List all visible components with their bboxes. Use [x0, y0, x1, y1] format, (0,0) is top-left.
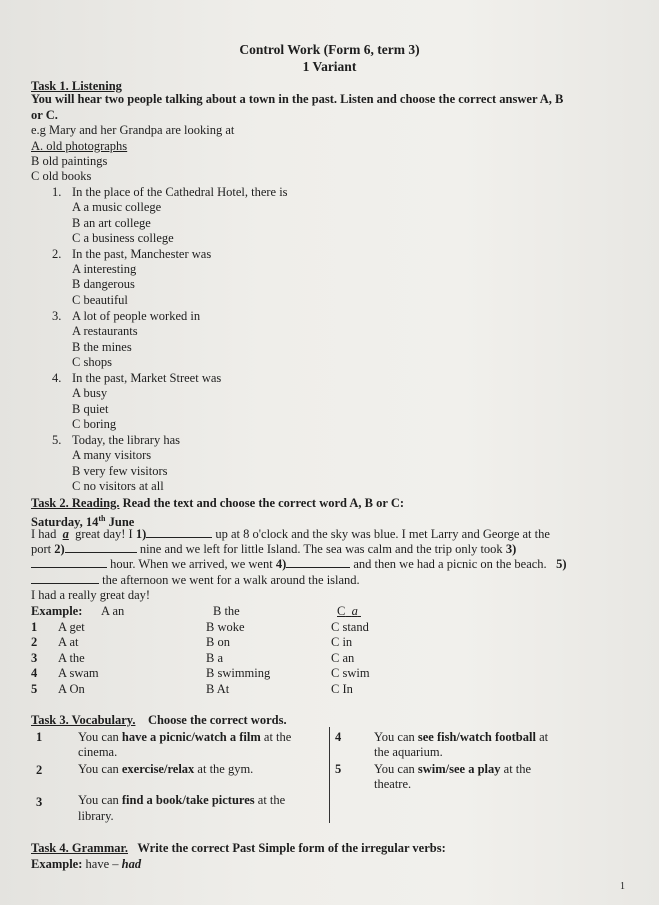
- example-label: Example:: [31, 604, 83, 618]
- task1-example-question: e.g Mary and her Grandpa are looking at: [31, 123, 235, 137]
- text-line-1: I had a great day! I 1) up at 8 o'clock and the sky was blue. I met Larry and George at the: [31, 527, 550, 541]
- vocab-1-number: 1: [36, 730, 43, 744]
- q3-option-a: A restaurants: [72, 324, 138, 338]
- page-title: Control Work (Form 6, term 3): [239, 42, 420, 57]
- example-option-c: C a: [337, 604, 358, 618]
- q4-text: In the past, Market Street was: [72, 371, 222, 385]
- vocab-1-sentence: You can have a picnic/watch a film at the: [78, 730, 292, 744]
- row-5-option-c[interactable]: C In: [331, 682, 353, 696]
- task2-heading-line: [31, 496, 404, 510]
- row-3-option-a[interactable]: A the: [58, 651, 85, 665]
- row-5-option-a[interactable]: A On: [58, 682, 85, 696]
- row-1-option-a[interactable]: A get: [58, 620, 85, 634]
- q5-option-b: B very few visitors: [72, 464, 168, 478]
- row-4-option-a[interactable]: A swam: [58, 666, 99, 680]
- row-2-number: 2: [31, 635, 38, 649]
- row-2-option-b[interactable]: B on: [206, 635, 230, 649]
- q5-number: 5.: [52, 433, 62, 447]
- row-3-number: 3: [31, 651, 38, 665]
- task4-example-answer: had: [121, 857, 142, 871]
- q3-option-b: B the mines: [72, 340, 132, 354]
- text-line-2: port 2) nine and we left for little Island. The sea was calm and the trip only took 3): [31, 542, 517, 556]
- row-3-option-b[interactable]: B a: [206, 651, 224, 665]
- q5-option-a: A many visitors: [72, 448, 152, 462]
- q4-number: 4.: [52, 371, 62, 385]
- vocab-4-sentence-cont: the aquarium.: [374, 745, 443, 759]
- example-option-b: B the: [213, 604, 240, 618]
- vocab-5-sentence: You can swim/see a play at the: [374, 762, 532, 776]
- q5-text: Today, the library has: [72, 433, 181, 447]
- q2-text: In the past, Manchester was: [72, 247, 212, 261]
- q1-text: In the place of the Cathedral Hotel, there is: [72, 185, 288, 199]
- q2-number: 2.: [52, 247, 62, 261]
- vocab-1-choice[interactable]: have a picnic/watch a film: [121, 730, 261, 744]
- page-number: 1: [620, 881, 625, 892]
- row-2-option-c[interactable]: C in: [331, 635, 353, 649]
- gap-4-number: 4): [275, 557, 287, 571]
- task2-instruction: Read the text and choose the correct word A, B or C:: [122, 496, 405, 510]
- vocab-4-number: 4: [335, 730, 342, 744]
- gap-2-blank[interactable]: [65, 542, 137, 553]
- q2-option-a: A interesting: [72, 262, 137, 276]
- q3-text: A lot of people worked in: [72, 309, 201, 323]
- row-2-option-a[interactable]: A at: [58, 635, 79, 649]
- gap-1-number: 1): [135, 527, 147, 541]
- row-5-option-b[interactable]: B At: [206, 682, 230, 696]
- vocab-3-sentence: You can find a book/take pictures at the: [78, 793, 286, 807]
- vocab-3-number: 3: [36, 795, 43, 809]
- vocab-1-sentence-cont: cinema.: [78, 745, 118, 759]
- gap-2-number: 2): [54, 542, 65, 556]
- task1-example-option-c: C old books: [31, 169, 92, 183]
- vocab-2-choice[interactable]: exercise/relax: [121, 762, 195, 776]
- diary-date: Saturday, 14th June: [31, 514, 135, 530]
- row-3-option-c[interactable]: C an: [331, 651, 355, 665]
- row-1-option-c[interactable]: C stand: [331, 620, 369, 634]
- variant-label: 1 Variant: [302, 59, 357, 74]
- task3-heading-line: [31, 713, 287, 727]
- gap-example: a: [62, 527, 69, 541]
- gap-5-blank[interactable]: [31, 573, 99, 584]
- row-4-option-c[interactable]: C swim: [331, 666, 370, 680]
- q1-option-c: C a business college: [72, 231, 174, 245]
- task4-heading-line: [31, 841, 446, 855]
- q1-number: 1.: [52, 185, 62, 199]
- task1-heading: Task 1. Listening: [31, 79, 122, 93]
- gap-5-number: 5): [556, 557, 567, 571]
- task1-example-option-a: A. old photographs: [31, 139, 128, 153]
- row-1-number: 1: [31, 620, 38, 634]
- vocab-4-choice[interactable]: see fish/watch football: [417, 730, 536, 744]
- task2-heading: Task 2. Reading.: [31, 496, 120, 510]
- q3-number: 3.: [52, 309, 62, 323]
- task1-instruction-cont: or C.: [31, 108, 58, 122]
- vocab-3-sentence-cont: library.: [78, 809, 114, 823]
- task4-example: Example: have – had: [31, 857, 142, 871]
- gap-3-blank[interactable]: [31, 557, 107, 568]
- text-line-5: I had a really great day!: [31, 588, 151, 602]
- q4-option-a: A busy: [72, 386, 108, 400]
- task4-heading: Task 4. Grammar.: [31, 841, 129, 855]
- vocab-5-choice[interactable]: swim/see a play: [417, 762, 501, 776]
- row-4-option-b[interactable]: B swimming: [206, 666, 271, 680]
- gap-1-blank[interactable]: [146, 527, 212, 538]
- vocab-4-sentence: You can see fish/watch football at: [374, 730, 549, 744]
- q3-option-c: C shops: [72, 355, 112, 369]
- text-line-4: the afternoon we went for a walk around the island.: [31, 573, 360, 587]
- q4-option-c: C boring: [72, 417, 117, 431]
- text-line-3: hour. When we arrived, we went 4) and then we had a picnic on the beach. 5): [31, 557, 566, 571]
- q2-option-b: B dangerous: [72, 277, 135, 291]
- q2-option-c: C beautiful: [72, 293, 128, 307]
- q1-option-b: B an art college: [72, 216, 151, 230]
- task3-heading: Task 3. Vocabulary.: [31, 713, 136, 727]
- q4-option-b: B quiet: [72, 402, 109, 416]
- gap-4-blank[interactable]: [286, 557, 350, 568]
- row-1-option-b[interactable]: B woke: [206, 620, 245, 634]
- vocab-5-sentence-cont: theatre.: [374, 777, 412, 791]
- row-5-number: 5: [31, 682, 38, 696]
- gap-3-number: 3): [505, 542, 517, 556]
- vocab-3-choice[interactable]: find a book/take pictures: [121, 793, 255, 807]
- task1-instruction: You will hear two people talking about a town in the past. Listen and choose the correct answer A, B: [31, 92, 564, 106]
- task1-example-option-b: B old paintings: [31, 154, 108, 168]
- q1-option-a: A a music college: [72, 200, 162, 214]
- column-divider: [329, 727, 330, 823]
- task3-instruction: Choose the correct words.: [147, 713, 287, 727]
- example-option-a: A an: [101, 604, 125, 618]
- vocab-5-number: 5: [335, 762, 342, 776]
- row-4-number: 4: [31, 666, 38, 680]
- task4-instruction: Write the correct Past Simple form of the irregular verbs:: [137, 841, 446, 855]
- vocab-2-number: 2: [36, 763, 43, 777]
- q5-option-c: C no visitors at all: [72, 479, 164, 493]
- vocab-2-sentence: You can exercise/relax at the gym.: [78, 762, 254, 776]
